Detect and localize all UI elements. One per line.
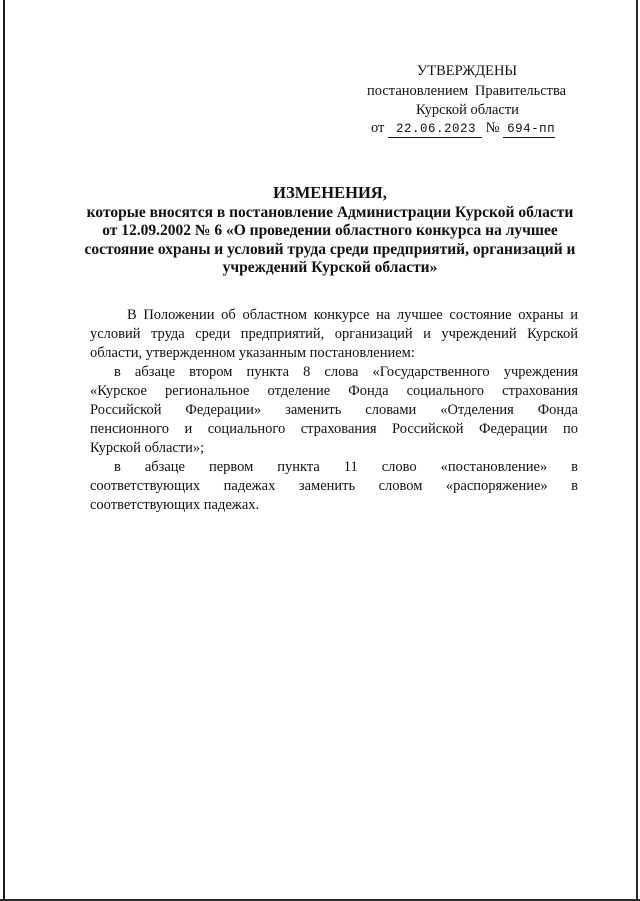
body-line: Курской области»; <box>90 440 205 456</box>
body-line: В Положении об областном конкурсе на лучшее состояние охраны и <box>127 307 578 323</box>
document-subtitle-line: от 12.09.2002 № 6 «О проведении областного конкурса на лучшее <box>102 222 558 239</box>
body-line: условий труда среди предприятий, организаций и учреждений Курской <box>90 326 578 342</box>
document-title-block <box>80 184 580 278</box>
approval-date-number <box>371 119 555 138</box>
document-subtitle-line: состояние охраны и условий труда среди предприятий, организаций и <box>84 240 576 258</box>
approval-from-label: от <box>371 120 385 136</box>
document-title: ИЗМЕНЕНИЯ, <box>273 183 387 202</box>
body-line: соответствующих падежах. <box>90 497 260 513</box>
approval-region: Курской области <box>416 102 519 118</box>
body-line: «Курское региональное отделение Фонда социального страхования <box>90 383 578 399</box>
body-line: в абзаце втором пункта 8 слова «Государственного учреждения <box>114 364 578 380</box>
scan-edge-right <box>636 0 638 901</box>
body-line: соответствующих падежах заменить словом «распоряжение» в <box>90 478 578 494</box>
scan-edge-left <box>3 0 5 901</box>
document-subtitle-line: учреждений Курской области» <box>222 259 438 276</box>
approval-title: УТВЕРЖДЕНЫ <box>417 63 518 79</box>
body-line: Российской Федерации» заменить словами «Отделения Фонда <box>90 402 578 418</box>
approval-number-label: № <box>485 120 500 136</box>
document-body <box>90 306 578 515</box>
approval-date: 22.06.2023 <box>388 122 482 138</box>
body-line: в абзаце первом пункта 11 слово «постановление» в <box>114 459 578 475</box>
approval-number: 694-пп <box>503 122 555 138</box>
body-line: области, утвержденном указанным постановлением: <box>90 345 415 361</box>
approval-issuer: постановлением Правительства <box>367 83 567 99</box>
document-subtitle-line: которые вносятся в постановление Администрации Курской области <box>86 203 574 221</box>
body-line: пенсионного и социального страхования Российской Федерации по <box>90 421 578 437</box>
